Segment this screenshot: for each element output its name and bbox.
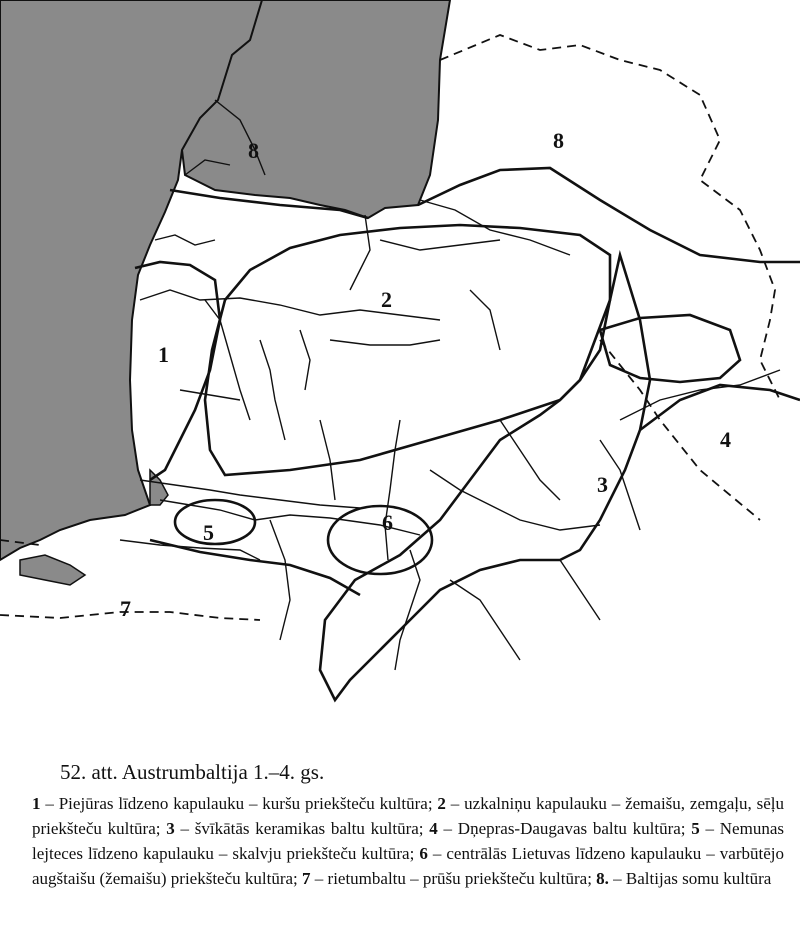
legend-text-8: – Baltijas somu kultūra <box>608 869 772 888</box>
region-label-7: 7 <box>120 596 131 621</box>
legend-text <box>32 791 784 891</box>
region-east-oval <box>600 315 740 382</box>
region-5-outline <box>175 500 255 544</box>
legend-text-3: – švīkātās keramikas baltu kultūra; <box>174 819 430 838</box>
legend-num-3: 3 <box>166 819 175 838</box>
legend-text-4: – Dņepras-Daugavas baltu kultūra; <box>437 819 692 838</box>
culture-region-outlines <box>135 168 800 700</box>
region-2-outline <box>205 225 610 475</box>
figure-caption <box>32 760 784 891</box>
legend-num-2: 2 <box>437 794 446 813</box>
legend-num-8: 8. <box>596 869 609 888</box>
legend-text-7: – rietumbaltu – prūšu priekšteču kultūra; <box>310 869 597 888</box>
legend-num-1: 1 <box>32 794 41 813</box>
region-label-8-east: 8 <box>553 128 564 153</box>
region-label-4: 4 <box>720 427 731 452</box>
legend-text-5: – Nemunas lejteces līdzeno kapulauku – skalvju priekšteču kultūra; <box>32 819 784 863</box>
legend-text-1: – Piejūras līdzeno kapulauku – kuršu priekšteču kultūra; <box>40 794 438 813</box>
legend-num-4: 4 <box>429 819 438 838</box>
region-4-outline <box>640 385 800 430</box>
region-label-8-west: 8 <box>248 138 259 163</box>
region-label-5: 5 <box>203 520 214 545</box>
figure-title: 52. att. Austrumbaltija 1.–4. gs. <box>60 760 325 784</box>
legend-num-6: 6 <box>419 844 428 863</box>
legend-text-2: – uzkalniņu kapulauku – žemaišu, zemgaļu, sēļu priekšteču kultūra; <box>32 794 784 838</box>
region-label-2: 2 <box>381 287 392 312</box>
region-label-1: 1 <box>158 342 169 367</box>
region-1-outline <box>135 262 220 480</box>
legend-num-7: 7 <box>302 869 311 888</box>
legend-text-6: – centrālās Lietuvas līdzeno kapulauku – varbūtējo augštaišu (žemaišu) priekšteču kultūra; <box>32 844 784 888</box>
vistula-lagoon <box>20 555 85 585</box>
legend-num-5: 5 <box>691 819 700 838</box>
region-label-6: 6 <box>382 510 393 535</box>
region-label-3: 3 <box>597 472 608 497</box>
